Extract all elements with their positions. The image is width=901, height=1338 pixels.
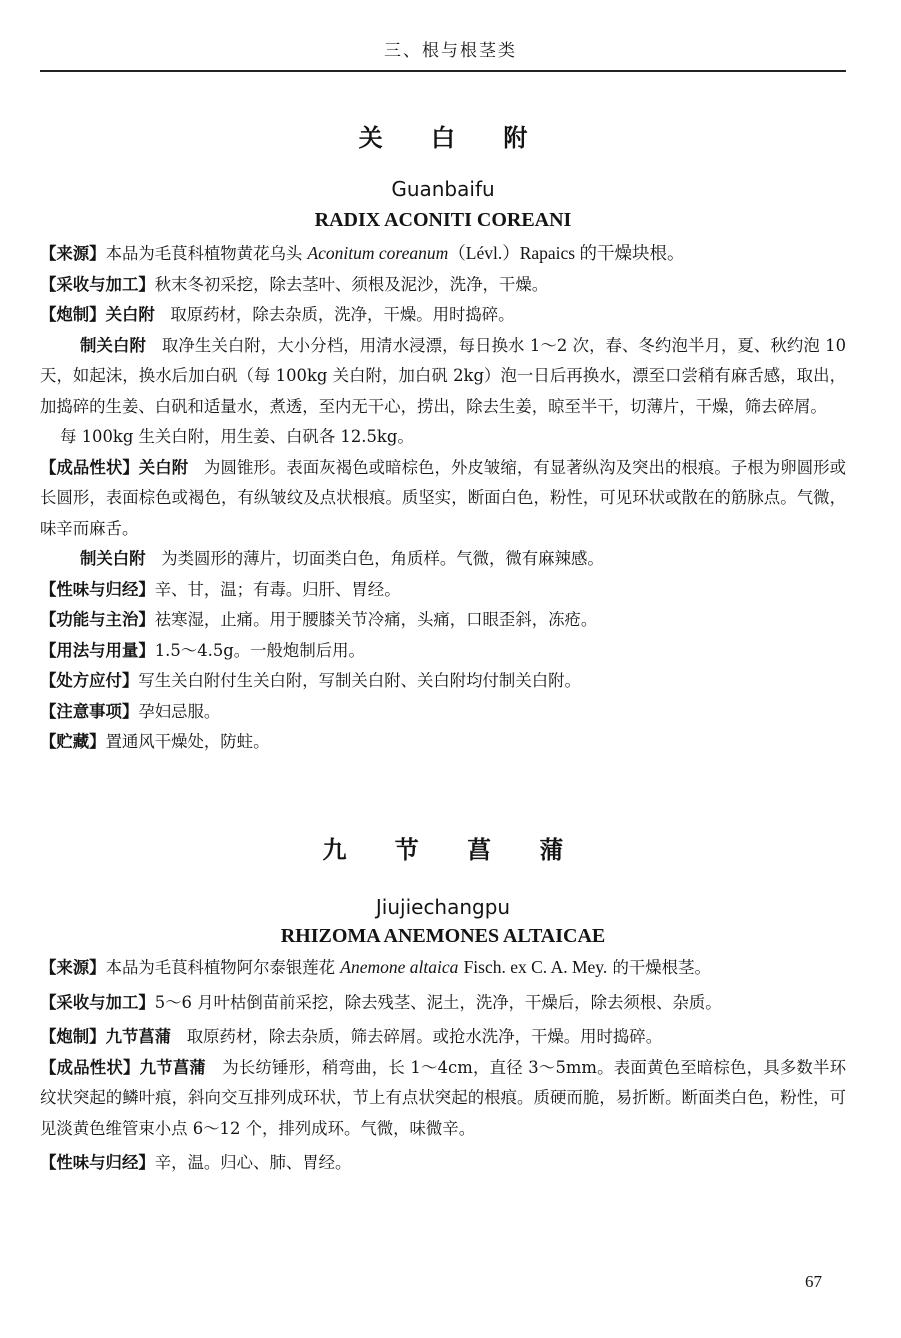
section-text: 5～6 月叶枯倒苗前采挖，除去残茎、泥土，洗净，干燥后，除去须根、杂质。 (154, 992, 722, 1012)
section-label: 【炮制】 (40, 1027, 106, 1046)
section-text: 为类圆形的薄片，切面类白色，角质样。气微，微有麻辣感。 (161, 549, 604, 568)
section-text: 辛、甘，温；有毒。归肝、胃经。 (154, 579, 401, 599)
section-label: 【成品性状】 (40, 1057, 140, 1077)
section-label: 【用法与用量】 (40, 640, 155, 660)
entry-jiujiechangpu (40, 830, 846, 1179)
section-label: 【贮藏】 (40, 732, 106, 751)
section-label: 【来源】 (40, 244, 106, 263)
section-text: 为圆锥形。表面灰褐色或暗棕色，外皮皱缩，有显著纵沟及突出的根痕。子根为卵圆形或长圆形，表面棕色或褐色，有纵皱纹及点状根痕。质坚实，断面白色，粉性，可见环状或散在的筋脉点。气微，味辛而麻舌。 (40, 457, 847, 538)
section-label: 【采收与加工】 (40, 992, 155, 1012)
section-text: 本品为毛茛科植物黄花乌头 (105, 244, 303, 263)
section-text: 辛，温。归心、肺、胃经。 (154, 1153, 352, 1172)
section-text: 本品为毛茛科植物阿尔泰银莲花 (105, 958, 336, 977)
section-source (40, 238, 846, 270)
section-term: 九节菖蒲 (139, 1057, 207, 1077)
entry-pinyin: Guanbaifu (391, 177, 495, 201)
section-source (40, 952, 846, 984)
section-term: 关白附 (105, 305, 155, 324)
section-text: （Lévl.）Rapaics 的干燥块根。 (448, 243, 685, 263)
entry-guanbaifu (40, 118, 846, 758)
section-harvest (40, 988, 846, 1019)
section-label: 【炮制】 (40, 305, 106, 324)
section-term: 九节菖蒲 (105, 1027, 172, 1046)
section-function (40, 605, 846, 636)
section-text: 取原药材，除去杂质，洗净，干燥。用时捣碎。 (170, 305, 515, 324)
section-term: 制关白附 (80, 335, 146, 355)
section-term: 制关白附 (80, 549, 146, 568)
section-label: 【处方应付】 (40, 671, 139, 690)
section-label: 【性味与归经】 (40, 1153, 155, 1172)
section-processing (40, 1022, 846, 1053)
section-processing-2 (40, 331, 846, 423)
section-label: 【功能与主治】 (40, 610, 155, 629)
section-characteristics (40, 1053, 846, 1145)
entry-pinyin: Jiujiechangpu (375, 895, 511, 919)
section-characteristics-2 (40, 544, 846, 575)
section-label: 【成品性状】 (40, 457, 139, 477)
page-number: 67 (805, 1272, 822, 1291)
section-nature (40, 575, 846, 606)
entry-title: 九 节 菖 蒲 (322, 836, 584, 864)
section-text: 1.5～4.5g。一般炮制后用。 (154, 640, 365, 660)
header-rule (40, 70, 846, 72)
section-dosage (40, 636, 846, 667)
section-label: 【来源】 (40, 958, 106, 977)
section-prescription (40, 666, 846, 697)
running-head: 三、根与根茎类 (384, 41, 517, 61)
section-text: 置通风干燥处，防蛀。 (105, 732, 270, 751)
entry-latin-name: RADIX ACONITI COREANI (314, 209, 572, 231)
section-label: 【注意事项】 (40, 701, 139, 721)
entry-title: 关 白 附 (358, 124, 548, 152)
section-processing-3 (40, 422, 846, 453)
latin-species: Anemone altaica (340, 957, 459, 977)
section-text: 的干燥根茎。 (612, 958, 711, 977)
section-characteristics (40, 453, 846, 545)
section-text: 为长纺锤形，稍弯曲，长 1～4cm，直径 3～5mm。表面黄色至暗棕色，具多数半环纹状突起的鳞叶痕，斜向交互排列成环状，节上有点状突起的根痕。质硬而脆，易折断。断面类白色，粉性，可见淡黄色维管束小点 6～12 个，排列成环。气微，味微辛。 (40, 1057, 847, 1138)
entry-latin-name: RHIZOMA ANEMONES ALTAICAE (280, 925, 606, 947)
section-text: 每 100kg 生关白附，用生姜、白矾各 12.5kg。 (60, 427, 414, 446)
section-harvest (40, 270, 846, 301)
section-text: 取原药材，除去杂质，筛去碎屑。或抢水洗净，干燥。用时捣碎。 (186, 1027, 663, 1046)
section-storage (40, 727, 846, 758)
section-nature (40, 1148, 846, 1179)
latin-authority: Fisch. ex C. A. Mey. (463, 957, 608, 977)
section-caution (40, 697, 846, 728)
section-label: 【性味与归经】 (40, 579, 155, 599)
section-processing (40, 300, 846, 331)
section-text: 秋末冬初采挖，除去茎叶、须根及泥沙，洗净，干燥。 (154, 274, 549, 294)
section-text: 写生关白附付生关白附，写制关白附、关白附均付制关白附。 (138, 671, 581, 690)
section-label: 【采收与加工】 (40, 274, 155, 294)
latin-species: Aconitum coreanum (307, 243, 449, 263)
section-text: 祛寒湿，止痛。用于腰膝关节冷痛，头痛，口眼歪斜，冻疮。 (154, 610, 598, 629)
section-text: 孕妇忌服。 (138, 701, 221, 721)
section-term: 关白附 (138, 457, 189, 477)
section-text: 取净生关白附，大小分档，用清水浸漂，每日换水 1～2 次，春、冬约泡半月，夏、秋约泡 10 天，如起沫，换水后加白矾（每 100kg 关白附，加白矾 2kg）泡一日后再换水，漂至口尝稍有麻舌感，取出，加捣碎的生姜、白矾和适量水，煮透，至内无干心，捞出，除去生姜，晾至半干，切薄片，干燥，筛去碎屑。 (40, 335, 847, 416)
